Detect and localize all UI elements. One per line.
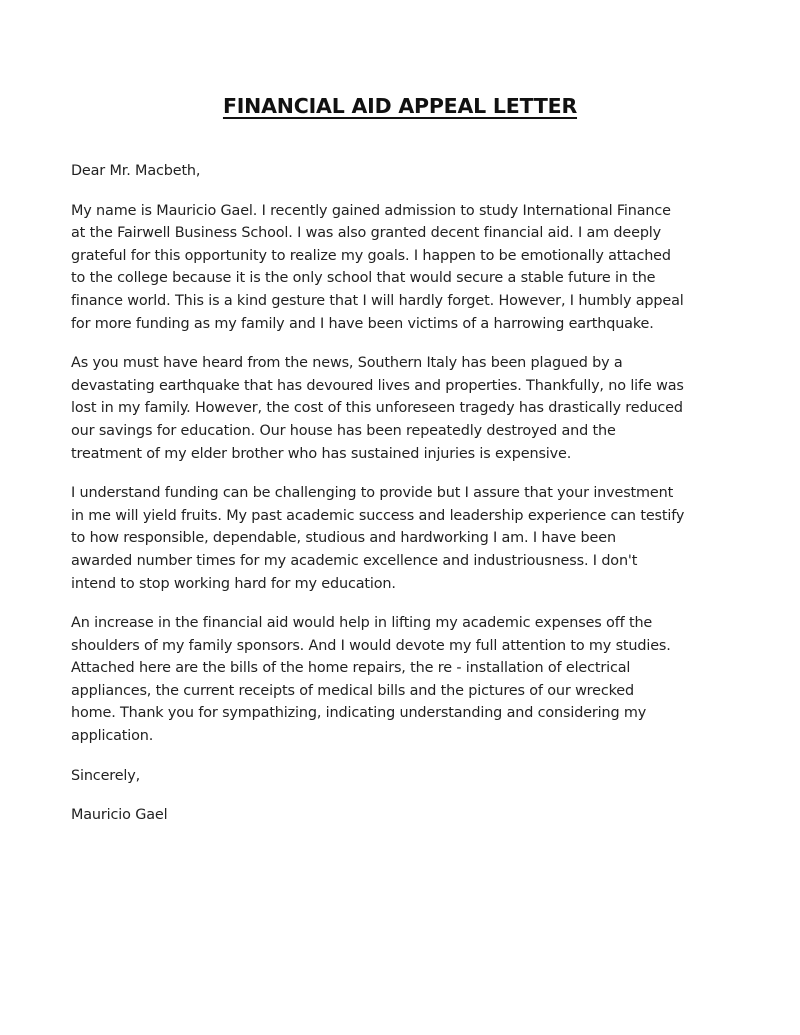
letter-title: FINANCIAL AID APPEAL LETTER xyxy=(222,94,578,118)
signature: Mauricio Gael xyxy=(71,807,168,824)
paragraph-assurance: I understand funding can be challenging to provide but I assure that your investment in me will yield fruits. My past academic success and leadership experience can testify to how responsible, dependable, studious and hardworking I am. I have been awarded number times for my academic excellence and industriousness. I don't intend to stop working hard for my education. xyxy=(71,485,685,592)
salutation: Dear Mr. Macbeth, xyxy=(71,163,201,179)
paragraph-intro: My name is Mauricio Gael. I recently gained admission to study International Finance at the Fairwell Business School. I was also granted decent financial aid. I am deeply grateful for this opportunity to realize my goals. I happen to be emotionally attached to the college because it is the only school that would secure a stable future in the finance world. This is a kind gesture that I will hardly forget. However, I humbly appeal for more funding as my family and I have been victims of a harrowing earthquake. xyxy=(71,202,684,332)
paragraph-request: An increase in the financial aid would help in lifting my academic expenses off the shoulders of my family sponsors. And I would devote my full attention to my studies. Attached here are the bills of the home repairs, the re - installation of electrical appliances, the current receipts of medical bills and the pictures of our wrecked home. Thank you for sympathizing, indicating understanding and considering my application. xyxy=(71,615,671,745)
letter-body xyxy=(71,160,736,827)
closing: Sincerely, xyxy=(71,767,141,784)
paragraph-earthquake: As you must have heard from the news, Southern Italy has been plagued by a devastating earthquake that has devoured lives and properties. Thankfully, no life was lost in my family. However, the cost of this unforeseen tragedy has drastically reduced our savings for education. Our house has been repeatedly destroyed and the treatment of my elder brother who has sustained injuries is expensive. xyxy=(71,355,684,462)
